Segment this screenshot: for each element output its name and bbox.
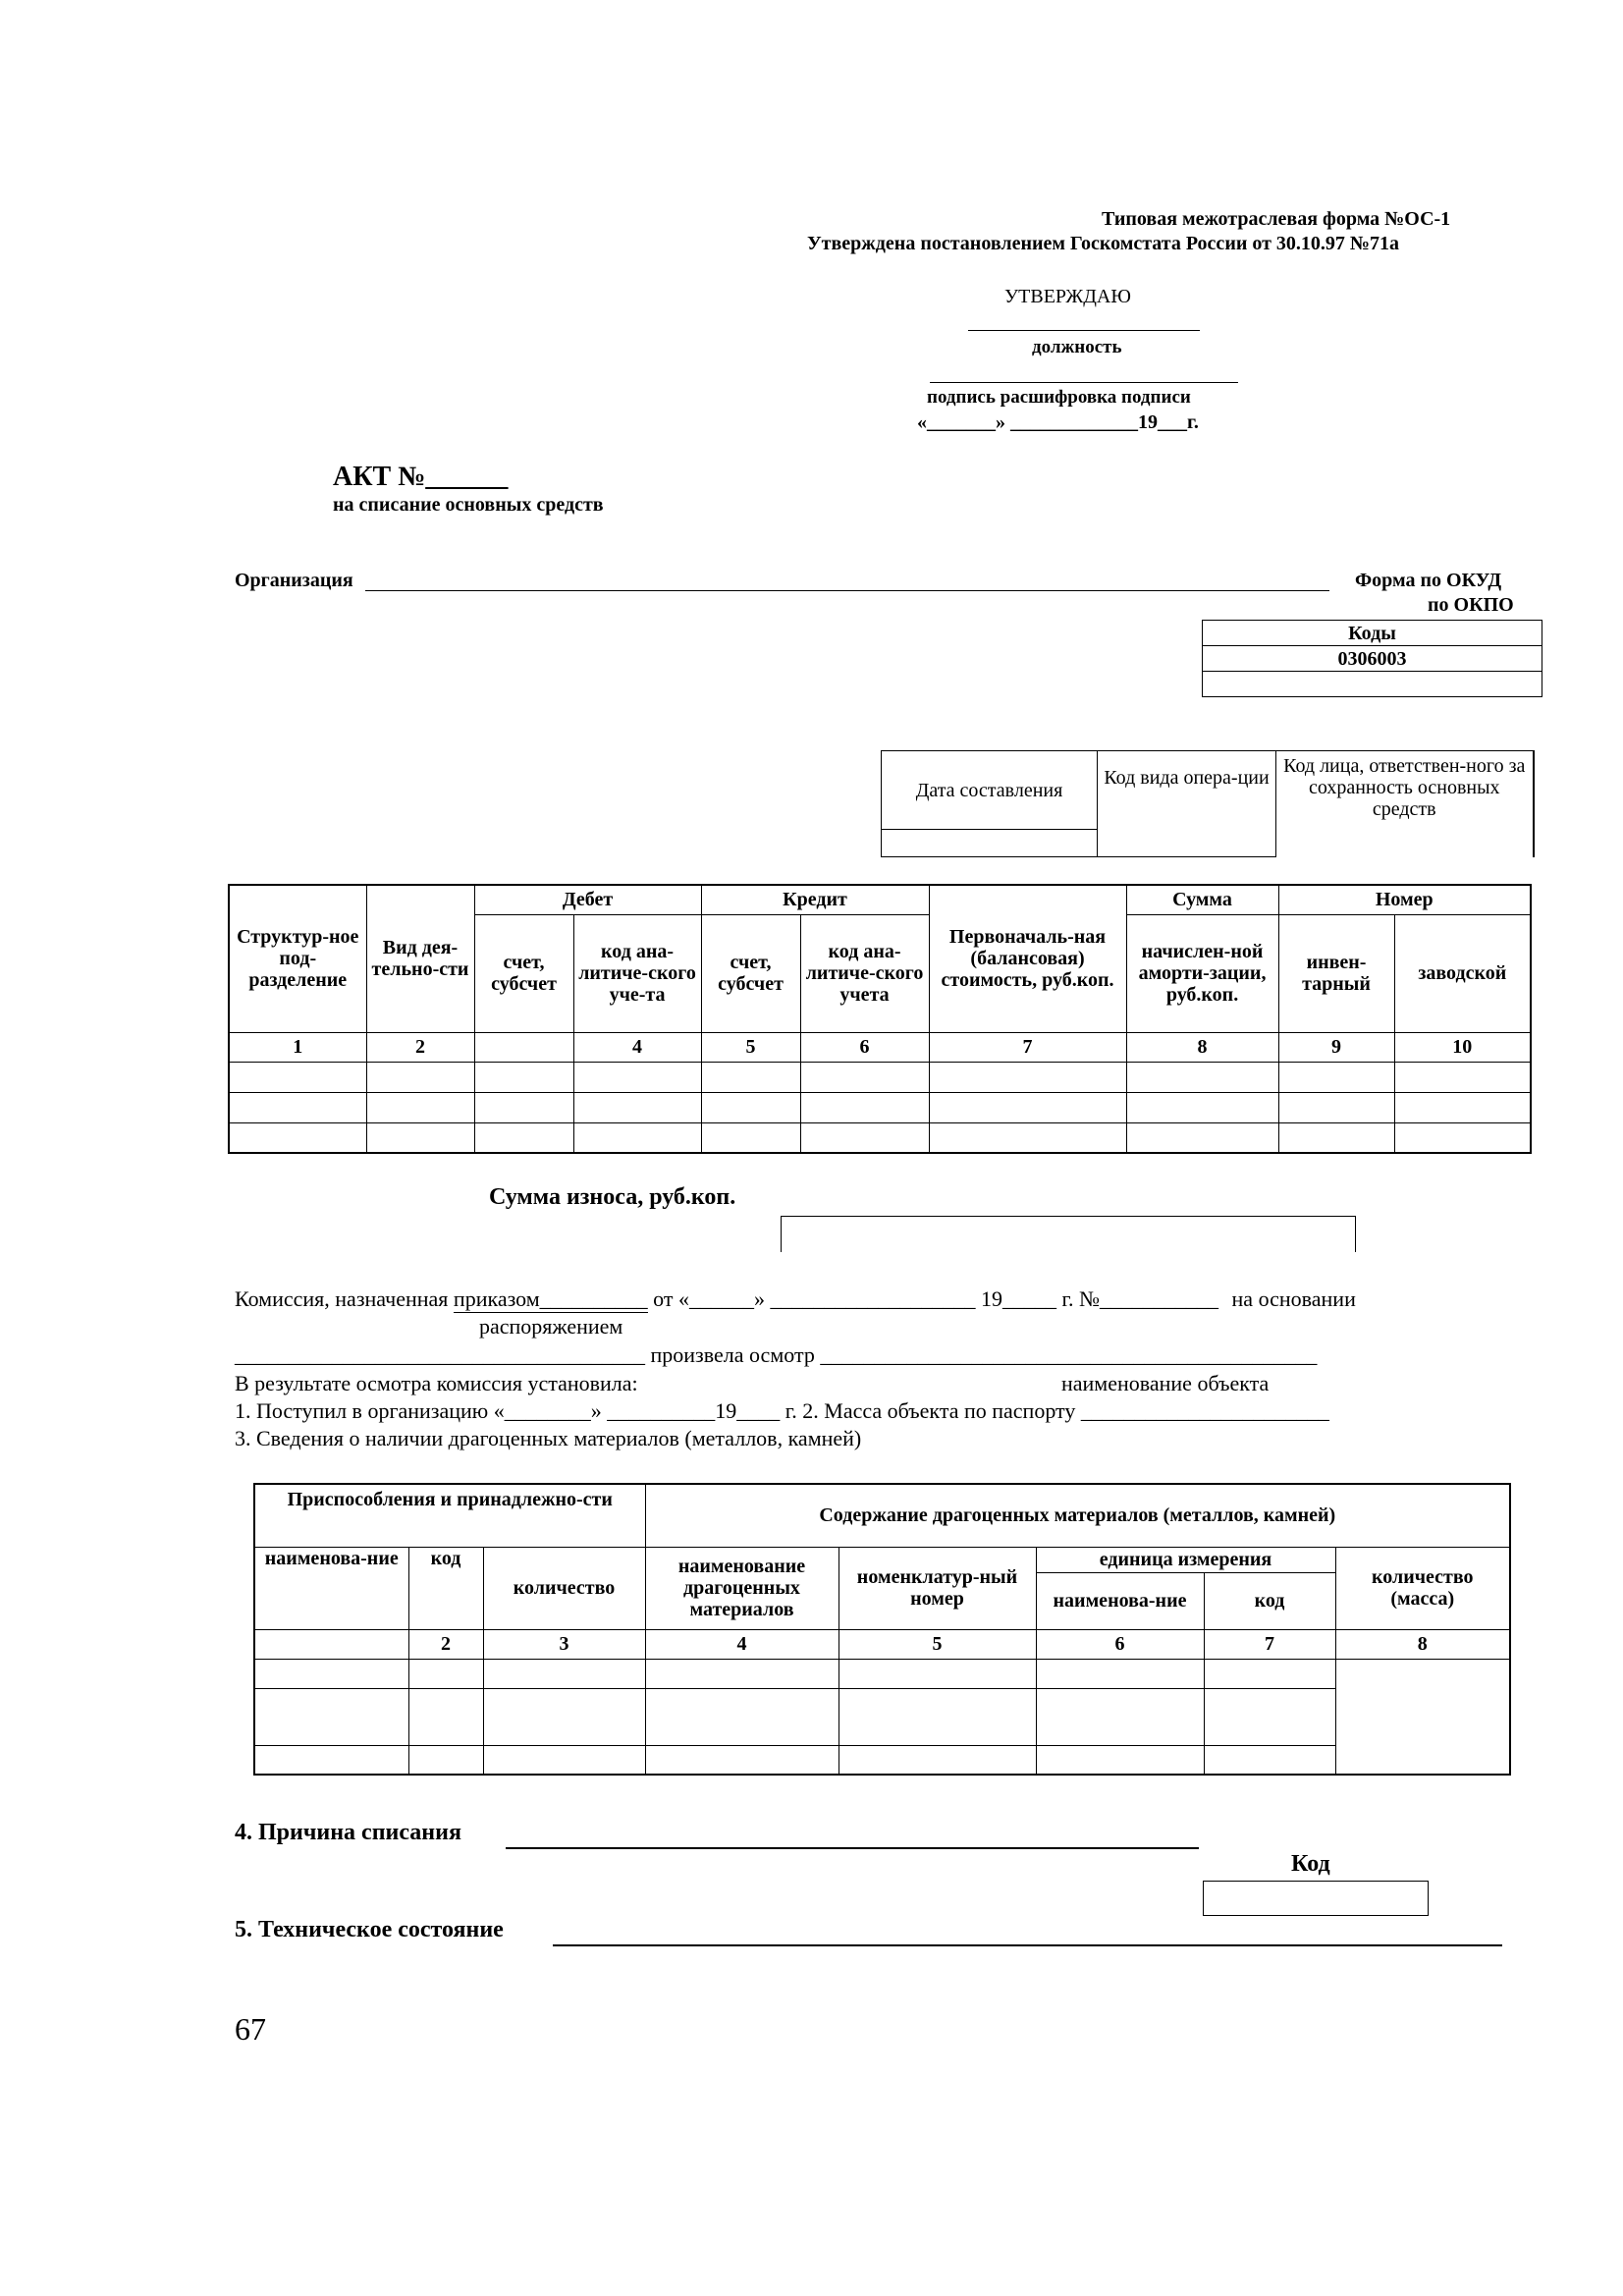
signature-label: подпись расшифровка подписи xyxy=(927,387,1191,408)
col-unit-name: наименова-ние xyxy=(1036,1572,1204,1629)
col-debit-account: счет, субсчет xyxy=(474,914,573,1032)
table-cell[interactable] xyxy=(474,1122,573,1153)
col-tool-name: наименова-ние xyxy=(254,1547,408,1629)
okpo-label: по ОКПО xyxy=(1428,594,1514,616)
reason-line[interactable] xyxy=(506,1847,1199,1849)
date-header: Дата составления xyxy=(882,751,1098,830)
table-cell[interactable] xyxy=(1335,1659,1510,1775)
page-number: 67 xyxy=(235,2011,266,2047)
table-cell[interactable] xyxy=(366,1062,474,1092)
table-cell[interactable] xyxy=(1394,1092,1531,1122)
table-cell[interactable] xyxy=(408,1688,483,1745)
table-cell[interactable] xyxy=(1126,1062,1278,1092)
table-cell[interactable] xyxy=(474,1062,573,1092)
table-cell[interactable] xyxy=(701,1062,800,1092)
content-header: Содержание драгоценных материалов (металлов, камней) xyxy=(645,1484,1510,1547)
col-number: 7 xyxy=(1204,1629,1335,1659)
col-number: 3 xyxy=(483,1629,645,1659)
col-tool-qty: количество xyxy=(483,1547,645,1629)
wear-amount-field[interactable] xyxy=(781,1216,1356,1252)
table-cell[interactable] xyxy=(229,1122,366,1153)
credit-header: Кредит xyxy=(701,885,929,914)
table-cell[interactable] xyxy=(645,1659,839,1688)
col-number: 9 xyxy=(1278,1032,1394,1062)
table-cell[interactable] xyxy=(800,1062,929,1092)
form-type: Типовая межотраслевая форма №ОС-1 xyxy=(1102,208,1451,230)
col-nomenclature: номенклатур-ный номер xyxy=(839,1547,1036,1629)
approve-title: УТВЕРЖДАЮ xyxy=(1004,286,1131,307)
table-cell[interactable] xyxy=(1204,1659,1335,1688)
reason-code-label: Код xyxy=(1291,1851,1330,1877)
table-cell[interactable] xyxy=(254,1659,408,1688)
table-cell[interactable] xyxy=(1394,1122,1531,1153)
table-cell[interactable] xyxy=(839,1659,1036,1688)
col-activity: Вид дея-тельно-сти xyxy=(366,885,474,1032)
table-cell[interactable] xyxy=(701,1122,800,1153)
table-cell[interactable] xyxy=(1394,1062,1531,1092)
col-number: 7 xyxy=(929,1032,1126,1062)
okpo-code[interactable] xyxy=(1203,672,1542,697)
precious-materials-table xyxy=(253,1483,1511,1776)
table-cell[interactable] xyxy=(1278,1092,1394,1122)
table-cell[interactable] xyxy=(800,1092,929,1122)
col-number: 6 xyxy=(1036,1629,1204,1659)
table-cell[interactable] xyxy=(1278,1062,1394,1092)
act-title: АКТ №______ xyxy=(333,462,509,492)
table-cell[interactable] xyxy=(483,1745,645,1775)
approval-note: Утверждена постановлением Госкомстата России от 30.10.97 №71а xyxy=(807,233,1400,254)
col-credit-account: счет, субсчет xyxy=(701,914,800,1032)
table-cell[interactable] xyxy=(254,1745,408,1775)
codes-table xyxy=(1202,620,1542,697)
table-row xyxy=(229,1062,1531,1092)
table-cell[interactable] xyxy=(1204,1745,1335,1775)
col-number xyxy=(254,1629,408,1659)
document-info-table xyxy=(881,750,1535,857)
table-cell[interactable] xyxy=(1278,1122,1394,1153)
col-number: 2 xyxy=(366,1032,474,1062)
col-number: 6 xyxy=(800,1032,929,1062)
wear-amount-label: Сумма износа, руб.коп. xyxy=(489,1184,736,1210)
table-cell[interactable] xyxy=(366,1122,474,1153)
table-cell[interactable] xyxy=(929,1092,1126,1122)
column-numbers-row xyxy=(229,1032,1531,1062)
debit-header: Дебет xyxy=(474,885,701,914)
object-name-label: наименование объекта xyxy=(1061,1371,1270,1395)
table-row xyxy=(254,1659,1510,1688)
table-row xyxy=(229,1092,1531,1122)
col-material-name: наименование драгоценных материалов xyxy=(645,1547,839,1629)
table-cell[interactable] xyxy=(701,1092,800,1122)
col-structural-unit: Структур-ное под-разделение xyxy=(229,885,366,1032)
col-number: 1 xyxy=(229,1032,366,1062)
table-cell[interactable] xyxy=(1036,1659,1204,1688)
commission-prefix: Комиссия, назначенная xyxy=(235,1286,449,1311)
table-cell[interactable] xyxy=(645,1688,839,1745)
table-cell[interactable] xyxy=(1204,1688,1335,1745)
table-cell[interactable] xyxy=(366,1092,474,1122)
col-factory-number: заводской xyxy=(1394,914,1531,1032)
position-label: должность xyxy=(1032,337,1122,357)
col-number xyxy=(474,1032,573,1062)
sum-header: Сумма xyxy=(1126,885,1278,914)
table-cell[interactable] xyxy=(483,1688,645,1745)
table-cell[interactable] xyxy=(474,1092,573,1122)
result-label: В результате осмотра комиссия установила: xyxy=(235,1371,638,1395)
organization-line[interactable] xyxy=(365,590,1329,591)
table-cell[interactable] xyxy=(483,1659,645,1688)
inspection-line: ______________________________________ произвела осмотр ______________________________________________ xyxy=(235,1342,1318,1367)
col-depreciation: начислен-ной аморти-зации, руб.коп. xyxy=(1126,914,1278,1032)
table-cell[interactable] xyxy=(929,1062,1126,1092)
okud-label: Форма по ОКУД xyxy=(1355,570,1502,591)
table-cell[interactable] xyxy=(929,1122,1126,1153)
order-from: от «______» xyxy=(653,1286,765,1311)
commission-line xyxy=(235,1286,1356,1313)
table-cell[interactable] xyxy=(254,1688,408,1745)
table-cell[interactable] xyxy=(1036,1688,1204,1745)
col-number: 4 xyxy=(645,1629,839,1659)
basis-text: на основании xyxy=(1231,1286,1356,1311)
table-cell[interactable] xyxy=(573,1122,701,1153)
col-unit-code: код xyxy=(1204,1572,1335,1629)
col-number: 2 xyxy=(408,1629,483,1659)
table-row xyxy=(254,1745,1510,1775)
table-cell[interactable] xyxy=(839,1745,1036,1775)
decree-word: распоряжением xyxy=(479,1314,623,1339)
table-cell[interactable] xyxy=(800,1122,929,1153)
date-cell[interactable] xyxy=(882,830,1098,857)
table-cell[interactable] xyxy=(1126,1092,1278,1122)
table-cell[interactable] xyxy=(573,1062,701,1092)
signature-line xyxy=(930,382,1238,383)
tech-state-label: 5. Техническое состояние xyxy=(235,1917,504,1942)
col-number: 5 xyxy=(701,1032,800,1062)
position-line xyxy=(968,330,1200,331)
unit-header: единица измерения xyxy=(1036,1547,1335,1572)
tech-state-line[interactable] xyxy=(553,1944,1502,1946)
table-cell[interactable] xyxy=(839,1688,1036,1745)
table-row xyxy=(254,1688,1510,1745)
table-cell[interactable] xyxy=(1126,1122,1278,1153)
col-inventory-number: инвен-тарный xyxy=(1278,914,1394,1032)
approval-date: «_______» _____________19___г. xyxy=(917,411,1199,433)
item-1-line: 1. Поступил в организацию «________» __________19____ г. 2. Масса объекта по паспорту _______________________ xyxy=(235,1398,1329,1423)
table-cell[interactable] xyxy=(573,1092,701,1122)
codes-header: Коды xyxy=(1203,621,1542,646)
reason-label: 4. Причина списания xyxy=(235,1820,461,1845)
col-number: 8 xyxy=(1335,1629,1510,1659)
organization-label: Организация xyxy=(235,570,353,591)
table-cell[interactable] xyxy=(1036,1745,1204,1775)
col-initial-cost: Первоначаль-ная (балансовая) стоимость, руб.коп. xyxy=(929,885,1126,1032)
item-3-line: 3. Сведения о наличии драгоценных материалов (металлов, камней) xyxy=(235,1426,862,1450)
act-subtitle: на списание основных средств xyxy=(333,494,604,516)
col-number: 5 xyxy=(839,1629,1036,1659)
col-credit-analytic: код ана-литиче-ского учета xyxy=(800,914,929,1032)
col-debit-analytic: код ана-литиче-ского уче-та xyxy=(573,914,701,1032)
table-cell[interactable] xyxy=(229,1062,366,1092)
col-number: 8 xyxy=(1126,1032,1278,1062)
column-numbers-row xyxy=(254,1629,1510,1659)
table-row xyxy=(229,1122,1531,1153)
responsible-header: Код лица, ответствен-ного за сохранность основных средств xyxy=(1276,751,1534,857)
table-cell[interactable] xyxy=(645,1745,839,1775)
table-cell[interactable] xyxy=(229,1092,366,1122)
table-cell[interactable] xyxy=(408,1745,483,1775)
col-qty-mass: количество (масса) xyxy=(1335,1547,1510,1629)
reason-code-field[interactable] xyxy=(1203,1881,1429,1916)
order-fill[interactable]: __________ xyxy=(539,1286,648,1311)
okud-code: 0306003 xyxy=(1203,646,1542,672)
main-assets-table xyxy=(228,884,1532,1154)
col-number: 10 xyxy=(1394,1032,1531,1062)
order-word: приказом xyxy=(453,1286,540,1311)
number-header: Номер xyxy=(1278,885,1531,914)
table-cell[interactable] xyxy=(408,1659,483,1688)
col-tool-code: код xyxy=(408,1547,483,1629)
op-code-header: Код вида опера-ции xyxy=(1098,751,1276,857)
order-date[interactable]: ___________________ 19_____ г. №___________ xyxy=(770,1286,1219,1311)
col-number: 4 xyxy=(573,1032,701,1062)
tools-header: Приспособления и принадлежно-сти xyxy=(254,1484,645,1547)
